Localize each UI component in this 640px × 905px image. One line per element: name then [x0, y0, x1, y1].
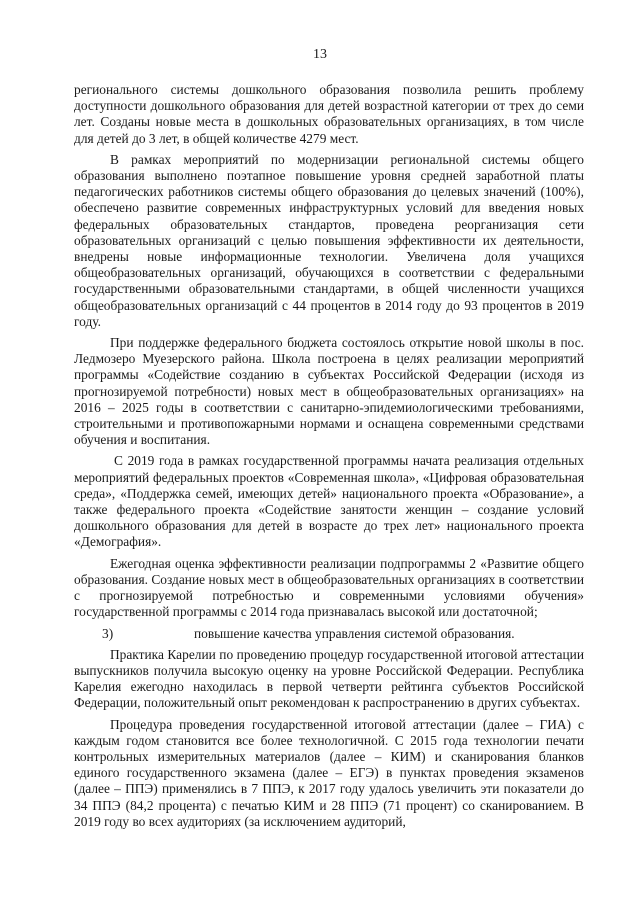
document-body — [74, 82, 584, 830]
paragraph-gia-procedure: Процедура проведения государственной итоговой аттестации (далее – ГИА) с каждым годом становится все более технологичной. С 2015 года технологии печати контрольных измерительных материалов (далее – КИМ) и сканирования бланков единого государственного экзамена (далее – ЕГЭ) в пунктах проведения экзаменов (далее – ППЭ) применялись в 7 ППЭ, к 2017 году удалось увеличить эти показатели до 34 ППЭ (84,2 процента) с печатью КИМ и 28 ППЭ (71 процент) со сканированием. В 2019 году во всех аудиториях (за исключением аудиторий, — [74, 716, 584, 829]
paragraph-efficiency-assessment: Ежегодная оценка эффективности реализации подпрограммы 2 «Развитие общего образования. Создание новых мест в общеобразовательных организациях в соответствии с прогнозируемой потребностью и современными условиями обучения» государственной программы с 2014 года признавалась высокой или достаточной; — [74, 555, 584, 620]
list-item-number: 3) — [102, 625, 114, 641]
list-item-text: повышение качества управления системой образования. — [194, 625, 515, 641]
paragraph-new-school: При поддержке федерального бюджета состоялось открытие новой школы в пос. Ледмозеро Муезерского района. Школа построена в целях реализации мероприятий программы «Содействие созданию в субъектах Российской Федерации (исходя из прогнозируемой потребности) новых мест в общеобразовательных организациях» на 2016 – 2025 годы в соответствии с санитарно-эпидемиологическими требованиями, строительными и противопожарными нормами и оснащена современными средствами обучения и воспитания. — [74, 335, 584, 448]
list-item — [74, 626, 584, 642]
paragraph-modernization: В рамках мероприятий по модернизации региональной системы общего образования выполнено поэтапное повышение уровня средней заработной платы педагогических работников системы общего образования до целевых значений (100%), обеспечено развитие современных инфраструктурных условий для введения новых федеральных образовательных стандартов, проведена реорганизация сети образовательных организаций с целью повышения эффективности их деятельности, внедрены новые информационные технологии. Увеличена доля учащихся общеобразовательных организаций, обучающихся в соответствии с федеральными государственными образовательными стандартами, в общей численности учащихся общеобразовательных организаций с 44 процентов в 2014 году до 93 процентов в 2019 году. — [74, 151, 584, 329]
paragraph-karelia-practice: Практика Карелии по проведению процедур государственной итоговой аттестации выпускников получила высокую оценку на уровне Российской Федерации. Республика Карелия ежегодно находилась в первой четверти рейтинга субъектов Российской Федерации, положительный опыт рекомендован к распространению в других субъектах. — [74, 646, 584, 711]
paragraph-federal-projects: С 2019 года в рамках государственной программы начата реализация отдельных мероприятий федеральных проектов «Современная школа», «Цифровая образовательная среда», «Поддержка семей, имеющих детей» национального проекта «Образование», а также федерального проекта «Содействие занятости женщин – создание условий дошкольного образования для детей в возрасте до трех лет» национального проекта «Демография». — [74, 453, 584, 550]
page-number: 13 — [313, 47, 327, 62]
paragraph-preschool-access: регионального системы дошкольного образования позволила решить проблему доступности дошкольного образования для детей возрастной категории от трех до семи лет. Созданы новые места в дошкольных образовательных организациях, в том числе для детей до 3 лет, в общей количестве 4279 мест. — [74, 82, 584, 146]
